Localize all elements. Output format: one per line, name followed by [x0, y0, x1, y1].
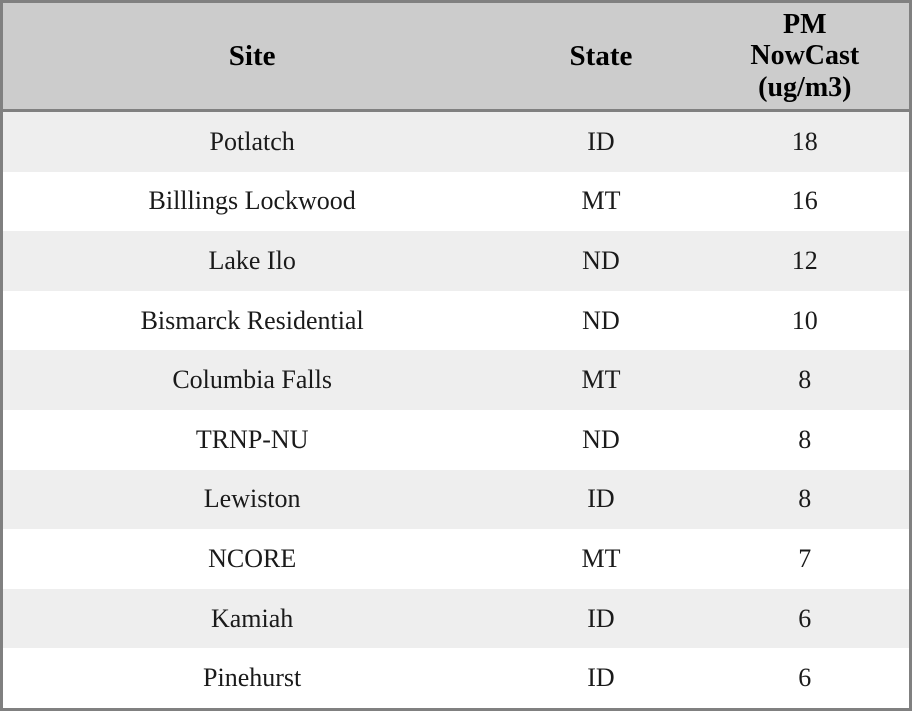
- cell-pm: 7: [798, 543, 812, 573]
- cell-site: Pinehurst: [203, 663, 302, 693]
- cell-state: ND: [582, 424, 620, 454]
- cell-pm: 6: [798, 603, 812, 633]
- column-header-pm-line2: NowCast: [750, 40, 860, 72]
- cell-site: Lake Ilo: [208, 246, 296, 276]
- cell-pm: 12: [791, 246, 818, 276]
- table-row: [3, 350, 909, 410]
- cell-state: MT: [581, 186, 621, 216]
- table-row: [3, 470, 909, 530]
- cell-pm: 6: [798, 663, 812, 693]
- cell-pm: 8: [798, 365, 812, 395]
- cell-pm: 10: [791, 305, 818, 335]
- cell-state: MT: [581, 365, 621, 395]
- cell-state: ID: [587, 603, 615, 633]
- cell-site: Billlings Lockwood: [148, 186, 356, 216]
- table-body: [3, 111, 909, 708]
- cell-pm: 8: [798, 484, 812, 514]
- cell-state: MT: [581, 543, 621, 573]
- cell-state: ND: [582, 305, 620, 335]
- column-header-pm-line1: PM: [783, 9, 827, 40]
- cell-pm: 16: [791, 186, 818, 216]
- table-row: [3, 529, 909, 589]
- table-row: [3, 589, 909, 649]
- cell-site: Columbia Falls: [172, 365, 332, 395]
- column-header-site: Site: [3, 3, 501, 111]
- column-header-pm-line3: (ug/m3): [758, 71, 852, 103]
- table-row: [3, 291, 909, 351]
- table-row: [3, 648, 909, 708]
- column-header-pm-nowcast: [701, 3, 909, 111]
- cell-site: Lewiston: [203, 484, 301, 514]
- cell-site: Kamiah: [210, 603, 294, 633]
- table-row: [3, 410, 909, 470]
- table-row: [3, 231, 909, 291]
- table-header: [3, 3, 909, 111]
- table-header-row: [3, 3, 909, 111]
- cell-state: ID: [587, 484, 615, 514]
- cell-state: ID: [587, 126, 615, 156]
- cell-pm: 18: [791, 126, 818, 156]
- cell-pm: 8: [798, 424, 812, 454]
- cell-site: NCORE: [208, 543, 297, 573]
- pm-nowcast-table: [3, 3, 909, 708]
- cell-state: ND: [582, 246, 620, 276]
- cell-site: Bismarck Residential: [140, 305, 364, 335]
- cell-site: TRNP-NU: [195, 424, 309, 454]
- table-row: [3, 172, 909, 232]
- cell-site: Potlatch: [209, 126, 295, 156]
- column-header-state: State: [501, 3, 700, 111]
- table-row: [3, 111, 909, 172]
- cell-state: ID: [587, 663, 615, 693]
